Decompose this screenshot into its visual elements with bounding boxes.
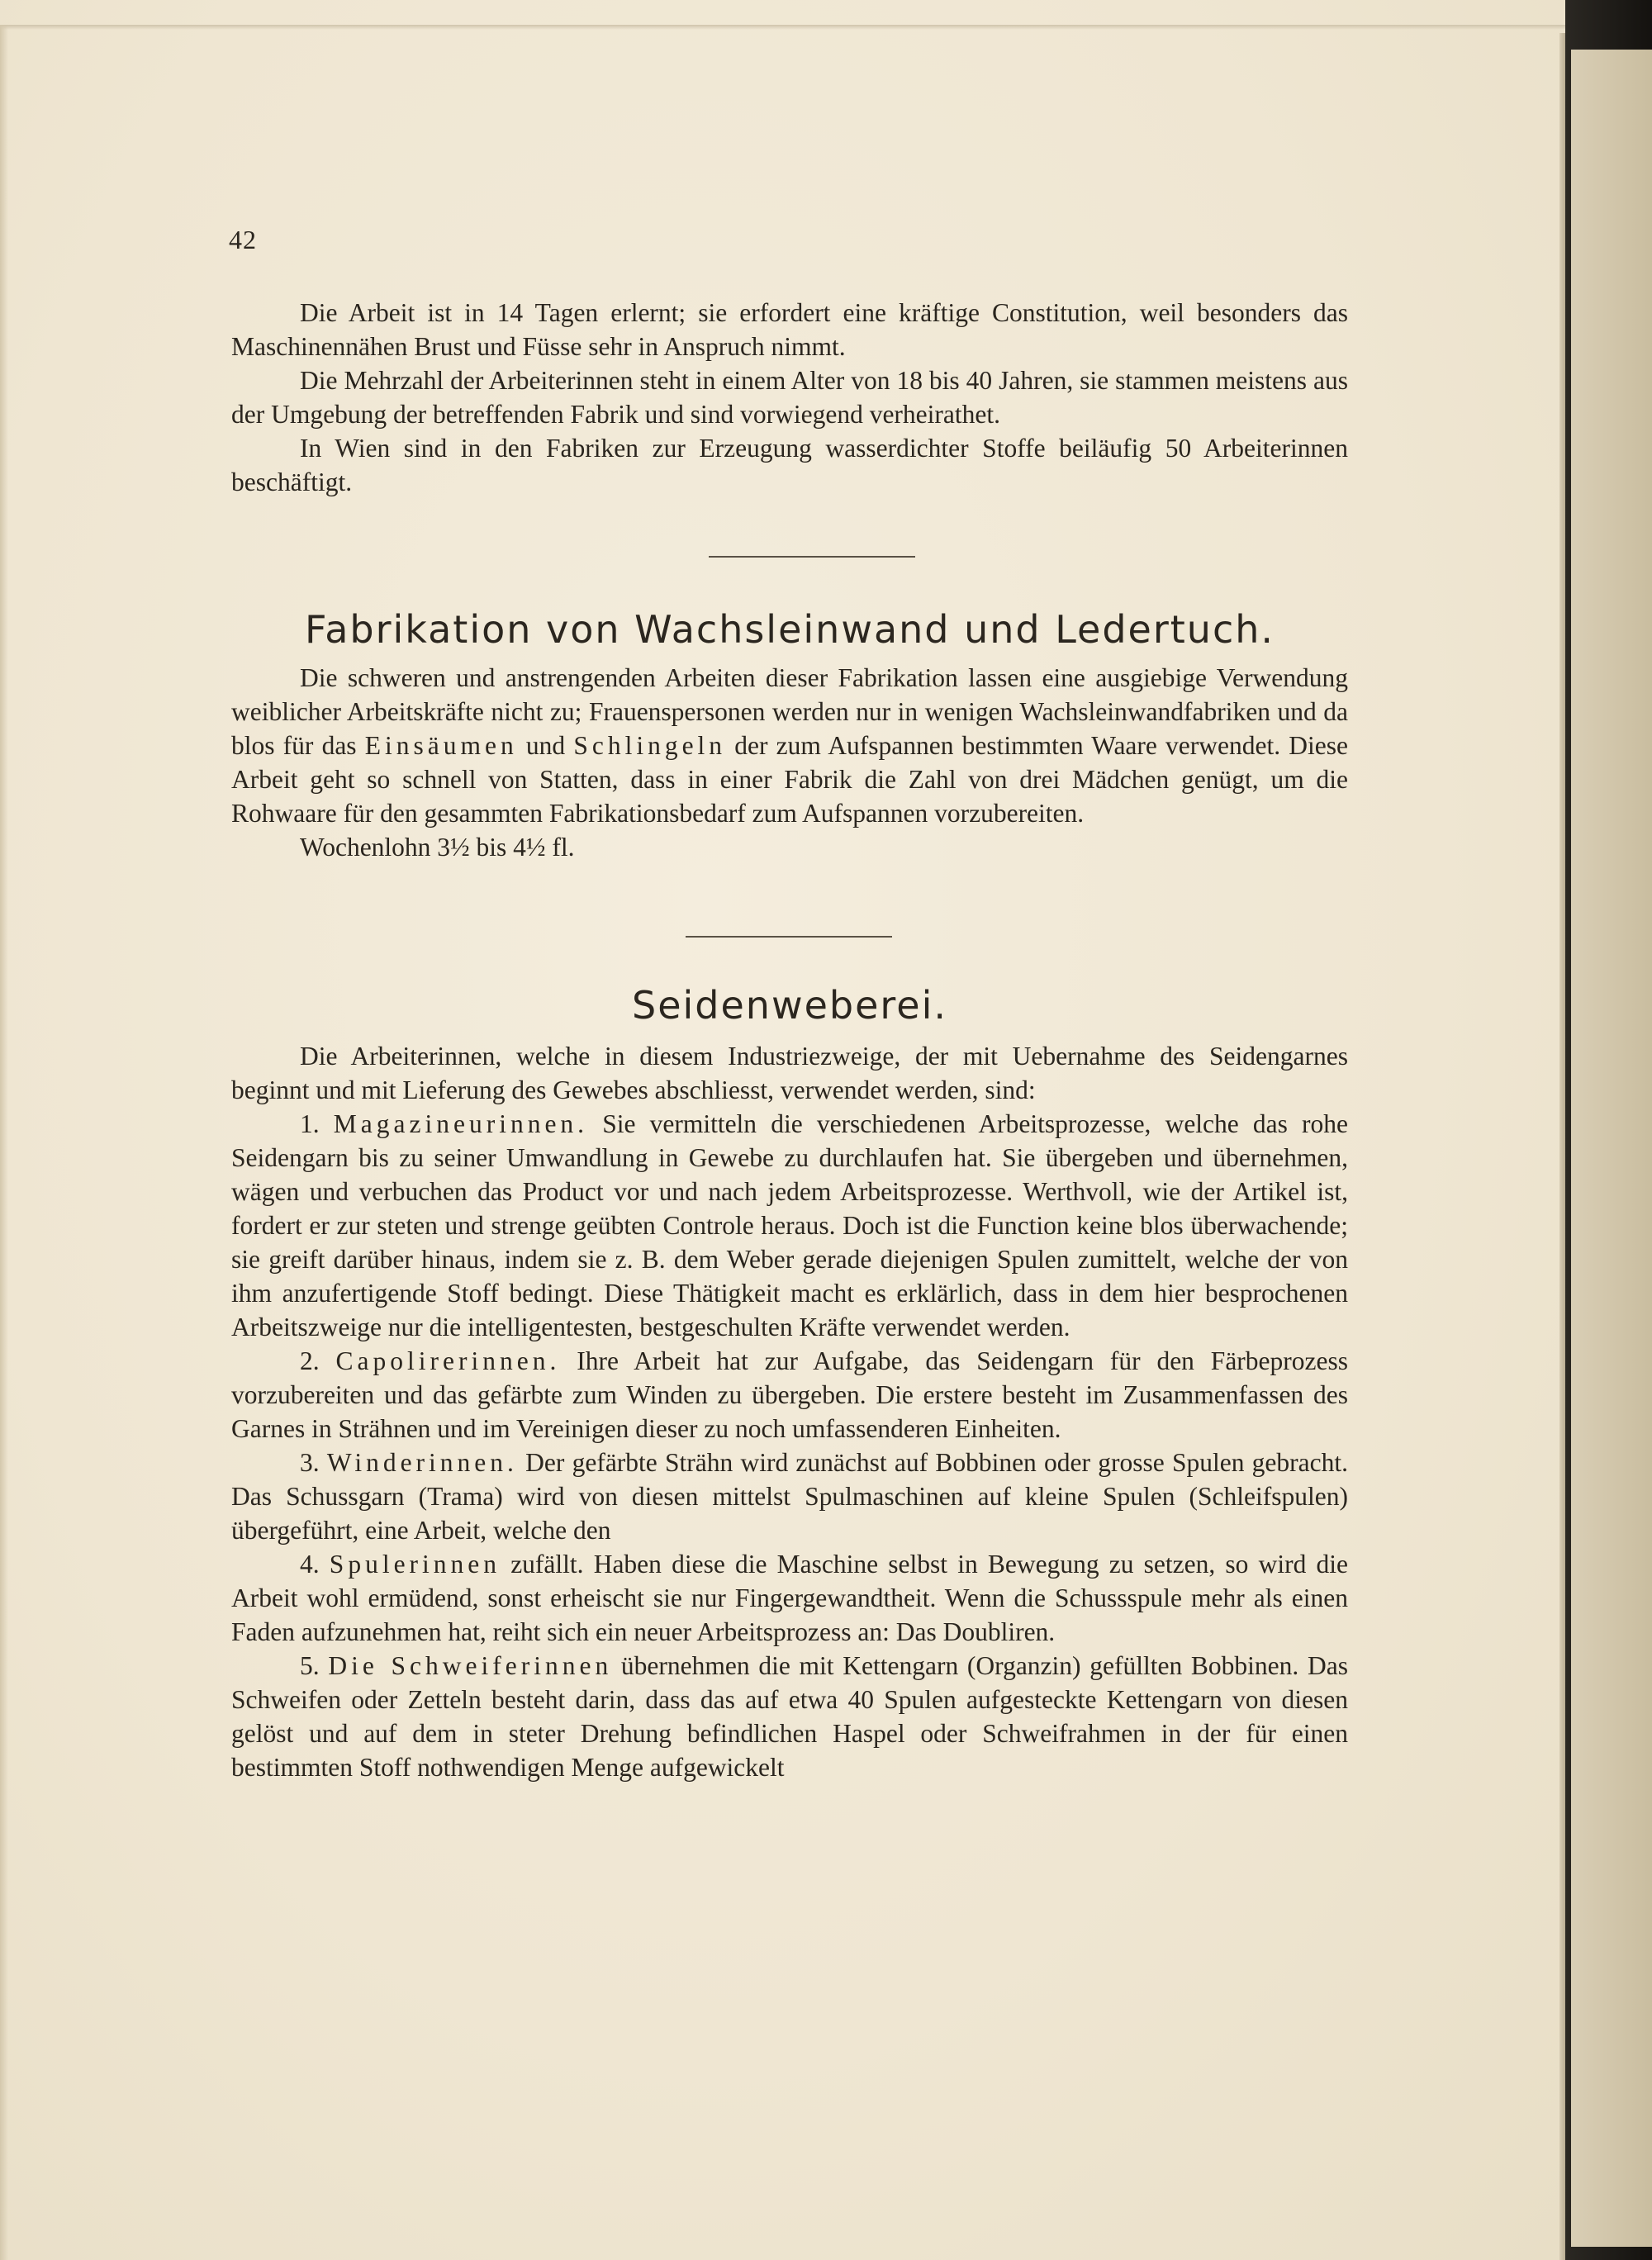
paragraph-intro: Die Arbeiterinnen, welche in diesem Industriezweige, der mit Uebernahme des Seidengarnes beginnt und mit Lieferung des Gewebes abschliesst, verwendet werden, sind: [231, 1042, 1348, 1104]
list-item: 5. Die Schweiferinnen übernehmen die mit Kettengarn (Organzin) gefüllten Bobbinen. Das Schweifen oder Zetteln besteht darin, dass das auf etwa 40 Spulen aufgesteckte Kettengarn von diesen gelöst und auf dem in steter Drehung befindlichen Haspel oder Schweifrahmen in der für einen bestimmten Stoff nothwendigen Menge aufgewickelt [231, 1651, 1348, 1782]
page-left-edge [0, 25, 8, 2260]
paragraph: Die Mehrzahl der Arbeiterinnen steht in einem Alter von 18 bis 40 Jahren, sie stammen meistens aus der Umgebung der betreffenden Fabrik und sind vorwiegend verheirathet. [231, 366, 1348, 429]
term-einsaeumen: Einsäumen [364, 731, 518, 760]
list-item-term: Capolirerinnen. [335, 1346, 561, 1375]
section-heading: Fabrikation von Wachsleinwand und Ledertuch. [304, 607, 1275, 652]
page-number: 42 [229, 225, 257, 254]
term-schlingeln: Schlingeln [573, 731, 727, 760]
section-divider [709, 556, 915, 558]
paragraph: In Wien sind in den Fabriken zur Erzeugung wasserdichter Stoffe beiläufig 50 Arbeiterinnen beschäftigt. [231, 434, 1348, 496]
section-divider [686, 936, 892, 938]
next-page-edge [1569, 50, 1652, 2247]
list-item: 1. Magazineurinnen. Sie vermitteln die verschiedenen Arbeitsprozesse, welche das rohe Seidengarn bis zu seiner Umwandlung in Gewebe zu durchlaufen hat. Sie übergeben und übernehmen, wägen und verbuchen das Product vor und nach jedem Arbeitsprozesse. Werthvoll, wie der Artikel ist, fordert er zur steten und strenge geübten Controle heraus. Doch ist die Function keine blos überwachende; sie greift darüber hinaus, indem sie z. B. dem Weber gerade diejenigen Spulen zumittelt, welche der von ihm anzufertigende Stoff bedingt. Diese Thätigkeit macht es erklärlich, dass in dem hier besprochenen Arbeitszweige nur die intelligentesten, bestgeschulten Kräfte verwendet werden. [231, 1109, 1348, 1341]
list-item-term: Winderinnen. [326, 1448, 518, 1477]
section-2-text [231, 661, 1348, 864]
section-heading: Seidenweberei. [632, 983, 947, 1028]
paragraph: Die Arbeit ist in 14 Tagen erlernt; sie erfordert eine kräftige Constitution, weil besonders das Maschinennähen Brust und Füsse sehr in Anspruch nimmt. [231, 298, 1348, 361]
list-item: 3. Winderinnen. Der gefärbte Strähn wird zunächst auf Bobbinen oder grosse Spulen gebracht. Das Schussgarn (Trama) wird von diesen mittelst Spulmaschinen auf kleine Spulen (Schleifspulen) übergeführt, eine Arbeit, welche den [231, 1448, 1348, 1545]
paragraph-wage: Wochenlohn 3½ bis 4½ fl. [300, 833, 575, 862]
list-item: 2. Capolirerinnen. Ihre Arbeit hat zur Aufgabe, das Seidengarn für den Färbeprozess vorzubereiten und das gefärbte zum Winden zu übergeben. Die erstere besteht im Zusammenfassen des Garnes in Strähnen und im Vereinigen dieser zu noch umfassenderen Einheiten. [231, 1346, 1348, 1443]
list-item-term: Magazineurinnen. [333, 1109, 589, 1138]
list-item-term: Spulerinnen [329, 1550, 501, 1579]
page-top-shadow [0, 25, 1565, 30]
section-3-text [231, 1039, 1348, 1784]
paragraph: Die schweren und anstrengenden Arbeiten dieser Fabrikation lassen eine ausgiebige Verwendung weiblicher Arbeitskräfte nicht zu; Frauenspersonen werden nur in wenigen Wachsleinwandfabriken und da blos für das Einsäumen und Schlingeln der zum Aufspannen bestimmten Waare verwendet. Diese Arbeit geht so schnell von Statten, dass in einer Fabrik die Zahl von drei Mädchen genügt, um die Rohwaare für den gesammten Fabrikationsbedarf zum Aufspannen vorzubereiten. [231, 663, 1349, 828]
section-1-text [231, 296, 1348, 499]
list-item-term: Die Schweiferinnen [328, 1651, 613, 1680]
page-right-edge [1559, 33, 1565, 2260]
list-item: 4. Spulerinnen zufällt. Haben diese die Maschine selbst in Bewegung zu setzen, so wird die Arbeit wohl ermüdend, sonst erheischt sie nur Fingergewandtheit. Wenn die Schussspule mehr als einen Faden aufzunehmen hat, reiht sich ein neuer Arbeitsprozess an: Das Doubliren. [231, 1550, 1348, 1646]
